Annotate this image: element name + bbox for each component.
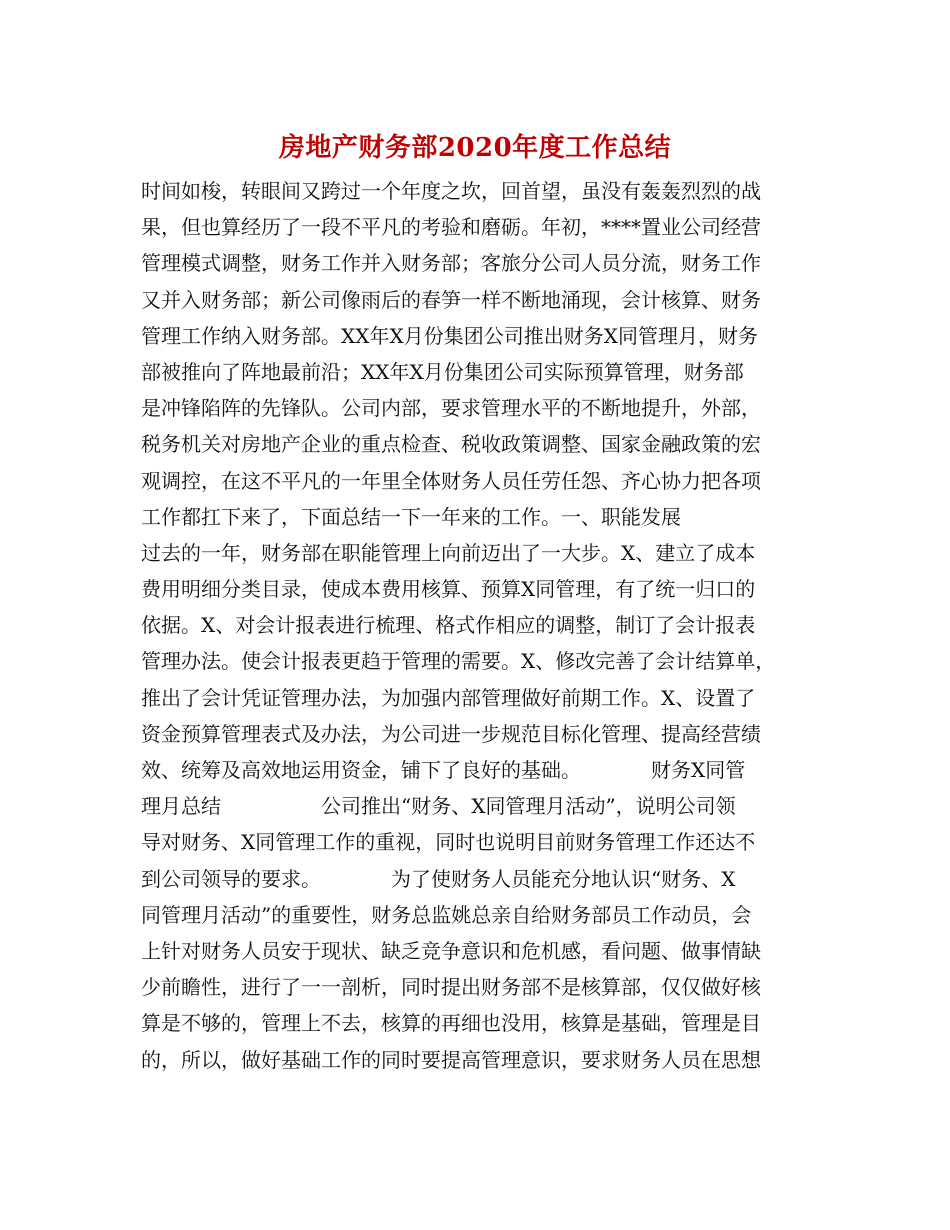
body-line: 时间如梭，转眼间又跨过一个年度之坎，回首望，虽没有轰轰烈烈的战 (141, 179, 761, 203)
body-line: 同管理月活动”的重要性，财务总监姚总亲自给财务部员工作动员，会 (141, 902, 752, 927)
body-line: 工作都扛下来了，下面总结一下一年来的工作。一、职能发展 (141, 504, 681, 529)
body-line: 导对财务、X同管理工作的重视，同时也说明目前财务管理工作还达不 (141, 830, 756, 855)
body-line: 又并入财务部；新公司像雨后的春笋一样不断地涌现，会计核算、财务 (141, 287, 761, 312)
body-line: 管理工作纳入财务部。XX年X月份集团公司推出财务X同管理月，财务 (141, 323, 758, 348)
body-line: 到公司领导的要求。 为了使财务人员能充分地认识“财务、X (141, 866, 736, 891)
body-line: 过去的一年，财务部在职能管理上向前迈出了一大步。X、建立了成本 (141, 540, 756, 565)
body-line: 观调控，在这不平凡的一年里全体财务人员任劳任怨、齐心协力把各项 (141, 468, 761, 493)
body-line: 算是不够的，管理上不去，核算的再细也没用，核算是基础，管理是目 (141, 1011, 761, 1036)
body-line: 理月总结 公司推出“财务、X同管理月活动”，说明公司领 (141, 794, 736, 819)
body-line: 推出了会计凭证管理办法，为加强内部管理做好前期工作。X、设置了 (141, 685, 756, 710)
body-line: 少前瞻性，进行了一一剖析，同时提出财务部不是核算部，仅仅做好核 (141, 975, 761, 1000)
body-line: 费用明细分类目录，使成本费用核算、预算X同管理，有了统一归口的 (141, 577, 756, 602)
body-line: 果，但也算经历了一段不平凡的考验和磨砺。年初，****置业公司经营 (141, 215, 761, 240)
body-line: 管理办法。使会计报表更趋于管理的需要。X、修改完善了会计结算单， (141, 649, 776, 674)
document-body (141, 173, 821, 1078)
body-line: 上针对财务人员安于现状、缺乏竞争意识和危机感，看问题、做事情缺 (141, 938, 761, 963)
document-title: 房地产财务部2020年度工作总结 (278, 133, 672, 163)
body-line: 税务机关对房地产企业的重点检查、税收政策调整、国家金融政策的宏 (141, 432, 761, 457)
body-line: 部被推向了阵地最前沿；XX年X月份集团公司实际预算管理，财务部 (141, 359, 744, 384)
body-line: 的，所以，做好基础工作的同时要提高管理意识，要求财务人员在思想 (141, 1047, 761, 1072)
body-line: 效、统筹及高效地运用资金，铺下了良好的基础。 财务X同管 (141, 758, 746, 782)
body-line: 资金预算管理表式及办法，为公司进一步规范目标化管理、提高经营绩 (141, 721, 761, 746)
body-line: 依据。X、对会计报表进行梳理、格式作相应的调整，制订了会计报表 (141, 613, 756, 638)
body-line: 管理模式调整，财务工作并入财务部；客旅分公司人员分流，财务工作 (141, 251, 761, 276)
body-line: 是冲锋陷阵的先锋队。公司内部，要求管理水平的不断地提升，外部， (141, 396, 761, 421)
